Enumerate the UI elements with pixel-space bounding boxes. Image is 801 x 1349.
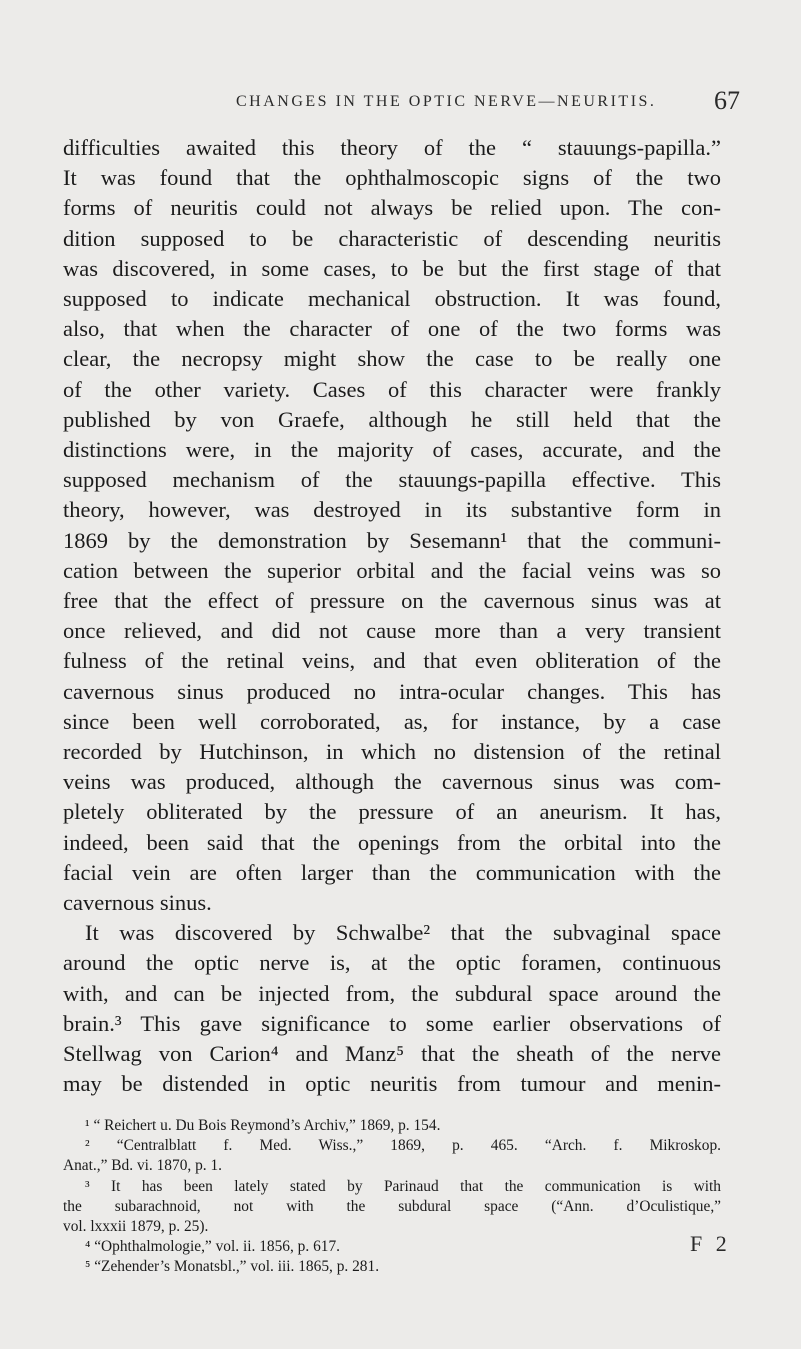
text-line: recorded by Hutchinson, in which no distension of the retinal [63,739,721,765]
text-line: theory, however, was destroyed in its substantive form in [63,497,721,523]
text-line: may be distended in optic neuritis from tumour and menin- [63,1071,721,1097]
text-line: distinctions were, in the majority of cases, accurate, and the [63,437,721,463]
text-line: with, and can be injected from, the subdural space around the [63,980,721,1006]
text-line: facial vein are often larger than the communication with the [63,859,721,885]
footnote-line: ³ It has been lately stated by Parinaud that the communication is with [85,1177,721,1195]
text-line: difficulties awaited this theory of the “ stauungs-papilla.” [63,135,721,160]
text-line: supposed to indicate mechanical obstruction. It was found, [63,286,721,312]
text-line: brain.³ This gave significance to some earlier observations of [63,1010,721,1036]
page-number: 67 [714,86,740,115]
text-line: It was found that the ophthalmoscopic signs of the two [63,165,721,191]
footnote-line: ⁴ “Ophthalmologie,” vol. ii. 1856, p. 617. [85,1238,341,1256]
footnote-line: Anat.,” Bd. vi. 1870, p. 1. [63,1157,223,1175]
footnote-line: ¹ “ Reichert u. Du Bois Reymond’s Archiv,” 1869, p. 154. [85,1117,441,1134]
text-line: pletely obliterated by the pressure of an aneurism. It has, [63,799,721,825]
text-line: free that the effect of pressure on the cavernous sinus was at [63,588,721,614]
text-line: cavernous sinus. [63,890,212,916]
footnote-line: ² “Centralblatt f. Med. Wiss.,” 1869, p. 465. “Arch. f. Mikroskop. [85,1137,721,1155]
text-line: Stellwag von Carion⁴ and Manz⁵ that the sheath of the nerve [63,1041,721,1067]
main-text [63,133,721,1100]
footnote-line: ⁵ “Zehender’s Monatsbl.,” vol. iii. 1865, p. 281. [85,1258,380,1276]
text-line: veins was produced, although the cavernous sinus was com- [63,769,721,795]
text-line: dition supposed to be characteristic of descending neuritis [63,225,721,251]
text-line: supposed mechanism of the stauungs-papilla effective. This [63,467,721,493]
text-line: since been well corroborated, as, for instance, by a case [63,708,721,734]
text-line: of the other variety. Cases of this character were frankly [63,376,721,402]
footnotes [63,1116,721,1278]
text-line: was discovered, in some cases, to be but the first stage of that [63,255,721,281]
footnote-line: vol. lxxxii 1879, p. 25). [63,1218,209,1236]
text-line: It was discovered by Schwalbe² that the subvaginal space [85,920,721,946]
text-line: forms of neuritis could not always be relied upon. The con- [63,195,721,221]
text-line: clear, the necropsy might show the case to be really one [63,346,721,372]
running-title: CHANGES IN THE OPTIC NERVE—NEURITIS. [236,93,657,110]
text-line: cavernous sinus produced no intra-ocular changes. This has [63,678,721,704]
text-line: indeed, been said that the openings from the orbital into the [63,829,721,855]
text-line: also, that when the character of one of the two forms was [63,316,721,342]
footnote-line: the subarachnoid, not with the subdural space (“Ann. d’Oculistique,” [63,1197,721,1215]
text-line: cation between the superior orbital and the facial veins was so [63,557,721,583]
signature-mark: F 2 [690,1231,731,1256]
text-line: fulness of the retinal veins, and that even obliteration of the [63,648,721,674]
text-line: once relieved, and did not cause more than a very transient [63,618,721,644]
text-line: 1869 by the demonstration by Sesemann¹ that the communi- [63,527,721,553]
text-line: around the optic nerve is, at the optic foramen, continuous [63,950,721,976]
text-line: published by von Graefe, although he still held that the [63,406,721,432]
